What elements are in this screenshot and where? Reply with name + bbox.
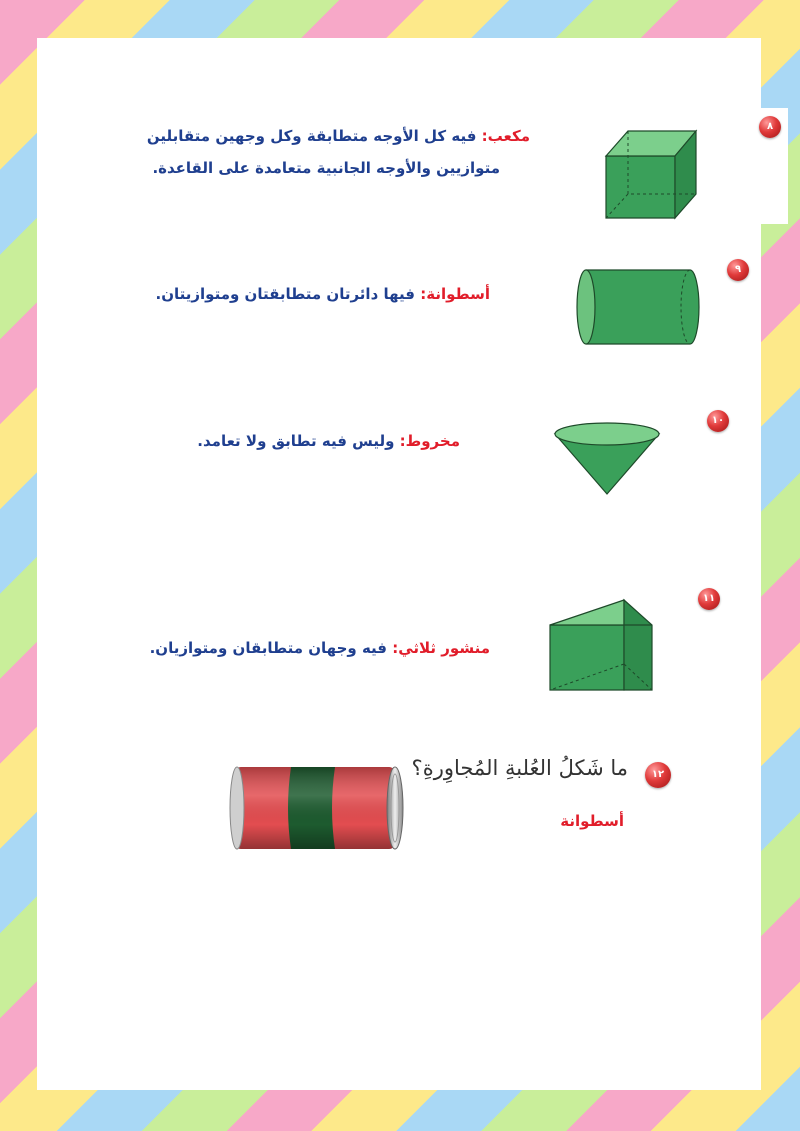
item-number-badge: ٨ (759, 116, 781, 138)
desc-cube-line-2: متوازيين والأوجه الجانبية متعامدة على القاعدة. (152, 159, 500, 177)
cylinder-icon (576, 268, 700, 346)
item-cube-text (146, 120, 530, 184)
term-cylinder: أسطوانة: (420, 285, 490, 303)
question-text: ما شَكلُ العُلبةِ المُجاوِرةِ؟ (411, 756, 628, 780)
cube-icon (603, 128, 698, 220)
desc-prism: فيه وجهان متطابقان ومتوازيان. (149, 639, 387, 657)
item-number-badge: ١١ (698, 588, 720, 610)
desc-cube-line-1: فيه كل الأوجه متطابقة وكل وجهين متقابلين (146, 127, 477, 145)
can-icon (227, 763, 407, 853)
cone-icon (553, 422, 661, 496)
item-prism-text (149, 632, 490, 664)
item-cone-text (195, 425, 460, 457)
answer-text: أسطوانة (560, 812, 624, 830)
desc-cone: وليس فيه تطابق ولا تعامد. (197, 432, 395, 450)
item-cylinder-text (155, 278, 490, 310)
question-number-badge: ١٢ (645, 762, 671, 788)
term-cone: مخروط: (399, 432, 460, 450)
item-number-badge: ٩ (727, 259, 749, 281)
desc-cylinder: فيها دائرتان متطابقتان ومتوازيتان. (155, 285, 415, 303)
item-number-badge: ١٠ (707, 410, 729, 432)
term-cube: مكعب: (481, 127, 530, 145)
term-prism: منشور ثلاثي: (392, 639, 490, 657)
triangular-prism-icon (548, 598, 654, 692)
